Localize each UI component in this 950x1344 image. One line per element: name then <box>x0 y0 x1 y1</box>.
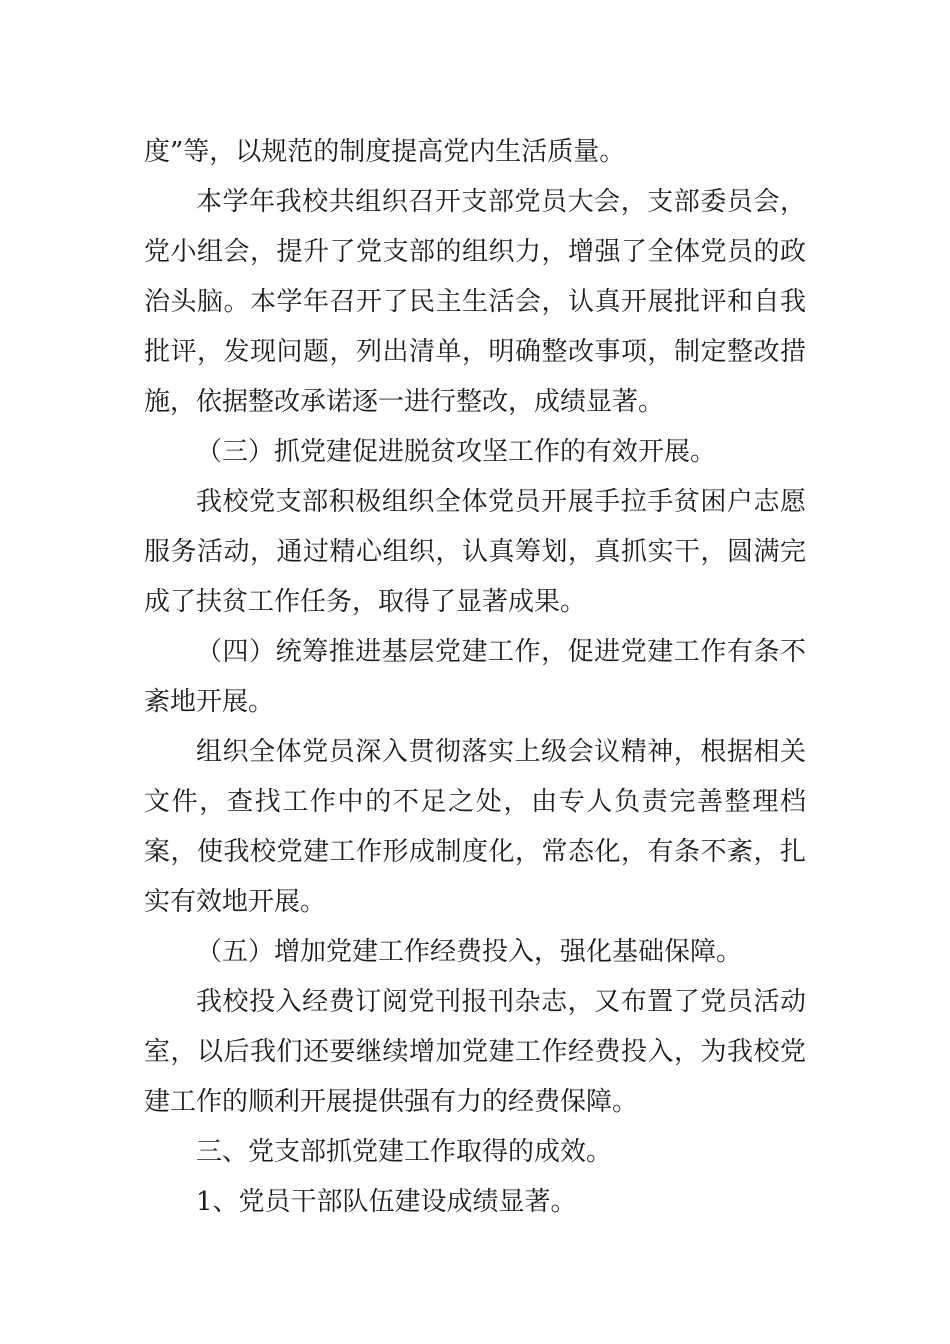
text-line: 建工作的顺利开展提供强有力的经费保障。 <box>144 1087 639 1117</box>
section-heading: 三、党支部抓党建工作取得的成效。 <box>196 1137 613 1167</box>
text-line: 施，依据整改承诺逐一进行整改，成绩显著。 <box>144 387 665 417</box>
text-line: 党小组会，提升了党支部的组织力，增强了全体党员的政 <box>144 237 806 267</box>
text-line: 我校投入经费订阅党刊报刊杂志，又布置了党员活动 <box>196 987 806 1017</box>
text-line: 批评，发现问题，列出清单，明确整改事项，制定整改措 <box>144 337 806 367</box>
text-line: 度”等，以规范的制度提高党内生活质量。 <box>144 137 626 167</box>
text-line: 我校党支部积极组织全体党员开展手拉手贫困户志愿 <box>196 487 806 517</box>
text-line: 组织全体党员深入贯彻落实上级会议精神，根据相关 <box>196 737 806 767</box>
text-line: 成了扶贫工作任务，取得了显著成果。 <box>144 587 587 617</box>
section-heading: 紊地开展。 <box>144 687 275 717</box>
text-line: 本学年我校共组织召开支部党员大会，支部委员会， <box>196 187 806 217</box>
text-line: 案，使我校党建工作形成制度化，常态化，有条不紊，扎 <box>144 837 806 867</box>
text-line: 实有效地开展。 <box>144 887 327 917</box>
text-line: 服务活动，通过精心组织，认真筹划，真抓实干，圆满完 <box>144 537 806 567</box>
text-line: 文件，查找工作中的不足之处，由专人负责完善整理档 <box>144 787 806 817</box>
section-heading: （五）增加党建工作经费投入，强化基础保障。 <box>196 937 743 967</box>
section-heading: （四）统筹推进基层党建工作，促进党建工作有条不 <box>196 637 806 667</box>
section-heading: （三）抓党建促进脱贫攻坚工作的有效开展。 <box>196 437 717 467</box>
subsection-heading: 1、党员干部队伍建设成绩显著。 <box>196 1187 577 1217</box>
text-line: 室，以后我们还要继续增加党建工作经费投入，为我校党 <box>144 1037 806 1067</box>
text-line: 治头脑。本学年召开了民主生活会，认真开展批评和自我 <box>144 287 806 317</box>
